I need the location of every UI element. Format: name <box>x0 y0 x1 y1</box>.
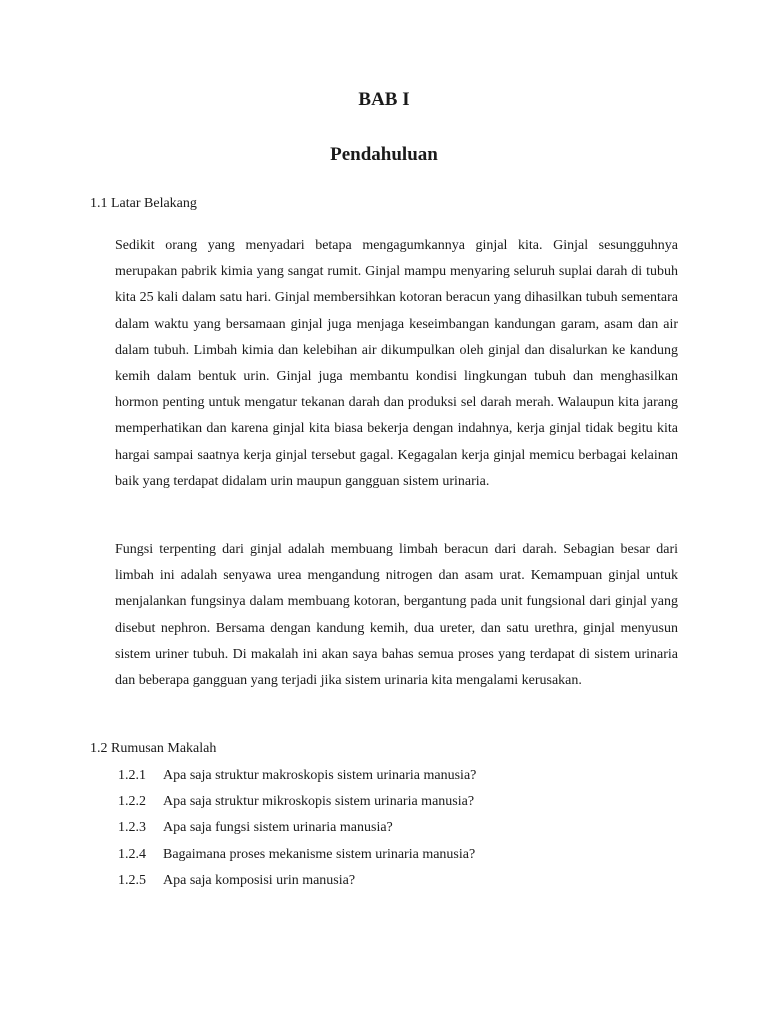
list-item-number: 1.2.3 <box>118 820 146 836</box>
list-item-text: Apa saja struktur mikroskopis sistem urinaria manusia? <box>163 794 475 810</box>
list-item <box>118 842 476 868</box>
paragraph-2: Fungsi terpenting dari ginjal adalah membuang limbah beracun dari darah. Sebagian besar dari limbah ini adalah senyawa urea mengandung nitrogen dan asam urat. Kemampuan ginjal untuk menjalankan fungsinya dalam membuang kotoran, bergantung pada unit fungsional dari ginjal yang disebut nephron. Bersama dengan kandung kemih, dua ureter, dan satu urethra, ginjal menyusun sistem uriner tubuh. Di makalah ini akan saya bahas semua proses yang terdapat di sistem urinaria dan beberapa gangguan yang terjadi jika sistem urinaria kita mengalami kerusakan. <box>115 542 678 689</box>
section-heading-latar-belakang: 1.1 Latar Belakang <box>90 196 197 211</box>
list-item <box>118 815 476 841</box>
list-item-number: 1.2.5 <box>118 872 146 888</box>
list-item <box>118 868 476 894</box>
chapter-title: Pendahuluan <box>330 144 438 165</box>
list-item-text: Apa saja struktur makroskopis sistem urinaria manusia? <box>163 768 477 783</box>
list-item <box>118 789 476 815</box>
list-item-number: 1.2.4 <box>118 846 146 862</box>
list-item-text: Apa saja fungsi sistem urinaria manusia? <box>163 820 393 836</box>
paragraph-1: Sedikit orang yang menyadari betapa mengagumkannya ginjal kita. Ginjal sesungguhnya merupakan pabrik kimia yang sangat rumit. Ginjal mampu menyaring seluruh suplai darah di tubuh kita 25 kali dalam satu hari. Ginjal membersihkan kotoran beracun yang dihasilkan tubuh sementara dalam waktu yang bersamaan ginjal juga menjaga keseimbangan kandungan garam, asam dan air dalam tubuh. Limbah kimia dan kelebihan air dikumpulkan oleh ginjal dan disalurkan ke kandung kemih dalam bentuk urin. Ginjal juga membantu kondisi lingkungan tubuh dan menghasilkan hormon penting untuk mengatur tekanan darah dan produksi sel darah merah. Walaupun kita jarang memperhatikan dan karena ginjal kita biasa bekerja dengan indahnya, kerja ginjal tidak begitu kita hargai sampai saatnya kerja ginjal tersebut gagal. Kegagalan kerja ginjal memicu berbagai kelainan baik yang terdapat didalam urin maupun gangguan sistem urinaria. <box>115 238 678 489</box>
list-item-number: 1.2.2 <box>118 794 146 810</box>
list-item-number: 1.2.1 <box>118 768 146 783</box>
list-item-text: Bagaimana proses mekanisme sistem urinaria manusia? <box>163 846 476 862</box>
list-item-text: Apa saja komposisi urin manusia? <box>163 872 356 888</box>
chapter-heading: BAB I <box>358 89 410 110</box>
question-list <box>118 763 476 894</box>
section-heading-rumusan-makalah: 1.2 Rumusan Makalah <box>90 741 217 756</box>
list-item <box>118 763 476 789</box>
